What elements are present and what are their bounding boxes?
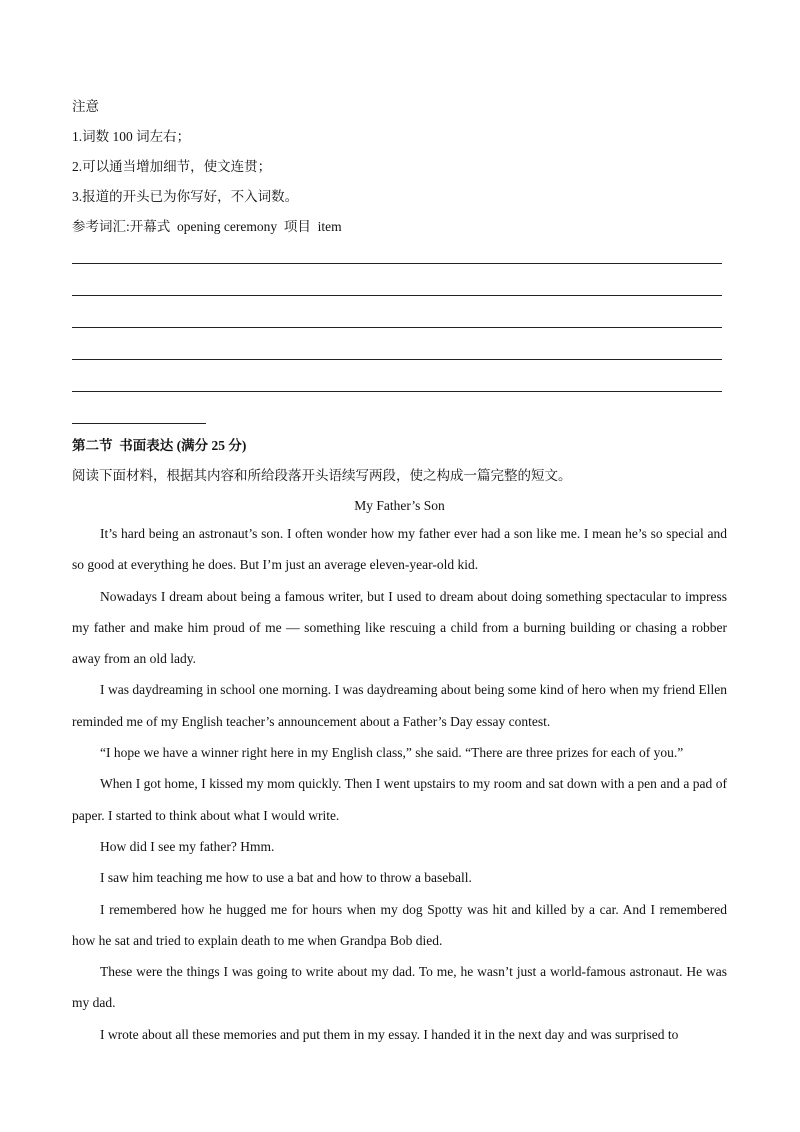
story-paragraph: I was daydreaming in school one morning. I was daydreaming about being some kind of hero when my friend Ellen reminded me of my English teacher’s announcement about a Father’s Day essay contest. bbox=[72, 682, 727, 729]
notes-heading: 注意 bbox=[72, 99, 99, 114]
story-paragraph: I wrote about all these memories and put them in my essay. I handed it in the next day and was surprised to bbox=[100, 1026, 679, 1042]
story-paragraph: How did I see my father? Hmm. bbox=[100, 838, 275, 854]
note-item-2: 2.可以通当增加细节，使文连贯； bbox=[72, 159, 272, 174]
story-paragraph: It’s hard being an astronaut’s son. I often wonder how my father ever had a son like me. I mean he’s so special and so good at everything he does. But I’m just an average eleven-year-old kid. bbox=[72, 526, 727, 573]
answer-line-5 bbox=[72, 391, 722, 392]
story-paragraph: Nowadays I dream about being a famous writer, but I used to dream about doing something spectacular to impress my father and make him proud of me — something like rescuing a child from a burning building or chasing a robber away from an old lady. bbox=[72, 588, 727, 667]
story-paragraph: When I got home, I kissed my mom quickly. Then I went upstairs to my room and sat down with a pen and a pad of paper. I started to think about what I would write. bbox=[72, 776, 727, 823]
vocab-hint: 参考词汇:开幕式 opening ceremony 项目 item bbox=[72, 219, 342, 234]
story-body bbox=[72, 518, 727, 1050]
note-item-1: 1.词数 100 词左右； bbox=[72, 129, 191, 144]
answer-line-4 bbox=[72, 359, 722, 360]
answer-line-3 bbox=[72, 327, 722, 328]
story-paragraph: “I hope we have a winner right here in my English class,” she said. “There are three prizes for each of you.” bbox=[100, 745, 684, 761]
answer-line-2 bbox=[72, 295, 722, 296]
section-heading: 第二节 书面表达 (满分 25 分) bbox=[72, 438, 247, 453]
story-paragraph: I remembered how he hugged me for hours when my dog Spotty was hit and killed by a car. And I remembered how he sat and tried to explain death to me when Grandpa Bob died. bbox=[72, 901, 727, 948]
story-paragraph: These were the things I was going to write about my dad. To me, he wasn’t just a world-famous astronaut. He was my dad. bbox=[72, 964, 727, 1011]
answer-line-1 bbox=[72, 263, 722, 264]
story-title: My Father’s Son bbox=[354, 498, 445, 513]
note-item-3: 3.报道的开头已为你写好，不入词数。 bbox=[72, 189, 299, 204]
story-paragraph: I saw him teaching me how to use a bat and how to throw a baseball. bbox=[100, 870, 472, 886]
section-instruction: 阅读下面材料，根据其内容和所给段落开头语续写两段，使之构成一篇完整的短文。 bbox=[72, 468, 572, 483]
answer-line-short bbox=[72, 423, 206, 424]
